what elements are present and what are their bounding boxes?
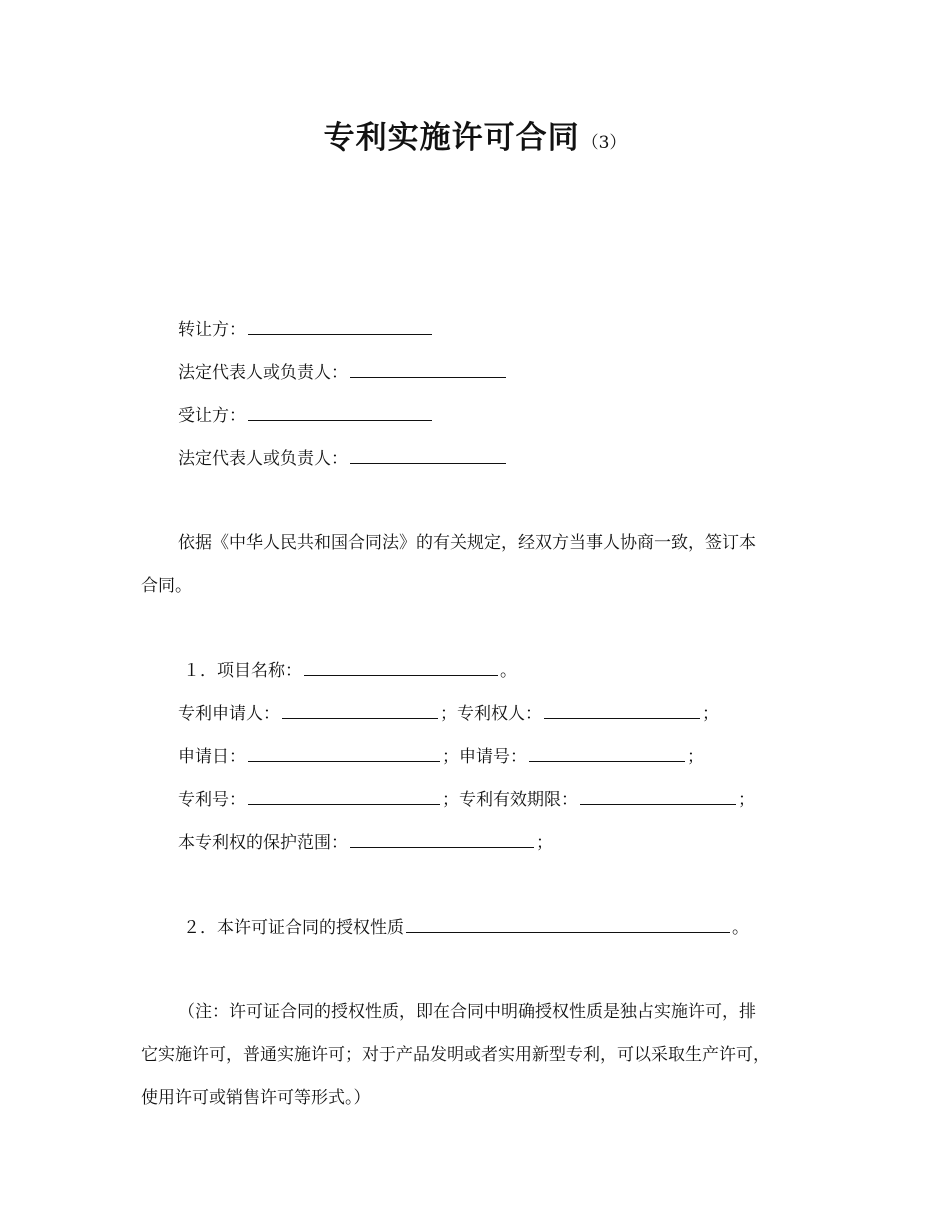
validity-period-end: ； bbox=[738, 790, 755, 810]
transferor-blank bbox=[248, 318, 432, 335]
transferor-rep-label: 法定代表人或负责人： bbox=[178, 363, 348, 383]
patent-number-separator: ； bbox=[442, 790, 459, 810]
clause-2-line bbox=[183, 916, 749, 940]
validity-period-blank bbox=[580, 788, 736, 805]
application-date-blank bbox=[248, 745, 440, 762]
patent-owner-label: 专利权人： bbox=[457, 704, 542, 724]
protection-scope-label: 本专利权的保护范围： bbox=[178, 833, 348, 853]
clause-1-patent-number-line bbox=[178, 788, 755, 812]
project-name-blank bbox=[304, 659, 498, 676]
note-line-2: 它实施许可，普通实施许可；对于产品发明或者实用新型专利，可以采取生产许可， bbox=[141, 1045, 770, 1065]
application-number-label: 申请号： bbox=[459, 747, 527, 767]
validity-period-label: 专利有效期限： bbox=[459, 790, 578, 810]
preamble-line-1: 依据《中华人民共和国合同法》的有关规定，经双方当事人协商一致，签订本 bbox=[178, 533, 756, 553]
clause-1-number: １． bbox=[183, 661, 217, 681]
authorization-nature-blank bbox=[406, 916, 730, 933]
document-title bbox=[0, 112, 950, 157]
transferee-blank bbox=[248, 404, 432, 421]
title-main: 专利实施许可合同 bbox=[323, 120, 580, 156]
protection-scope-blank bbox=[350, 831, 534, 848]
protection-scope-end: ； bbox=[536, 833, 553, 853]
transferee-line bbox=[178, 404, 434, 428]
transferee-label: 受让方： bbox=[178, 406, 246, 426]
clause-1-application-line bbox=[178, 745, 704, 769]
transferee-rep-blank bbox=[350, 447, 506, 464]
applicant-label: 专利申请人： bbox=[178, 704, 280, 724]
patent-owner-blank bbox=[544, 702, 700, 719]
note-line-1: （注：许可证合同的授权性质，即在合同中明确授权性质是独占实施许可，排 bbox=[178, 1002, 756, 1022]
applicant-separator: ； bbox=[440, 704, 457, 724]
application-date-label: 申请日： bbox=[178, 747, 246, 767]
clause-2-text: 本许可证合同的授权性质 bbox=[217, 918, 404, 938]
title-suffix: （3） bbox=[581, 133, 627, 153]
preamble-line-2: 合同。 bbox=[141, 576, 192, 596]
transferee-rep-label: 法定代表人或负责人： bbox=[178, 449, 348, 469]
application-number-end: ； bbox=[687, 747, 704, 767]
clause-1-scope-line bbox=[178, 831, 553, 855]
transferee-rep-line bbox=[178, 447, 508, 471]
project-name-end: 。 bbox=[500, 661, 517, 681]
clause-2-number: ２． bbox=[183, 918, 217, 938]
transferor-rep-blank bbox=[350, 361, 506, 378]
note-line-3: 使用许可或销售许可等形式。） bbox=[141, 1088, 371, 1108]
transferor-line bbox=[178, 318, 434, 342]
patent-number-blank bbox=[248, 788, 440, 805]
application-number-blank bbox=[529, 745, 685, 762]
transferor-rep-line bbox=[178, 361, 508, 385]
application-date-separator: ； bbox=[442, 747, 459, 767]
patent-owner-end: ； bbox=[702, 704, 719, 724]
patent-number-label: 专利号： bbox=[178, 790, 246, 810]
clause-1-applicant-line bbox=[178, 702, 719, 726]
applicant-blank bbox=[282, 702, 438, 719]
project-name-label: 项目名称： bbox=[217, 661, 302, 681]
transferor-label: 转让方： bbox=[178, 320, 246, 340]
clause-2-end: 。 bbox=[732, 918, 749, 938]
clause-1-project-line bbox=[183, 659, 517, 683]
